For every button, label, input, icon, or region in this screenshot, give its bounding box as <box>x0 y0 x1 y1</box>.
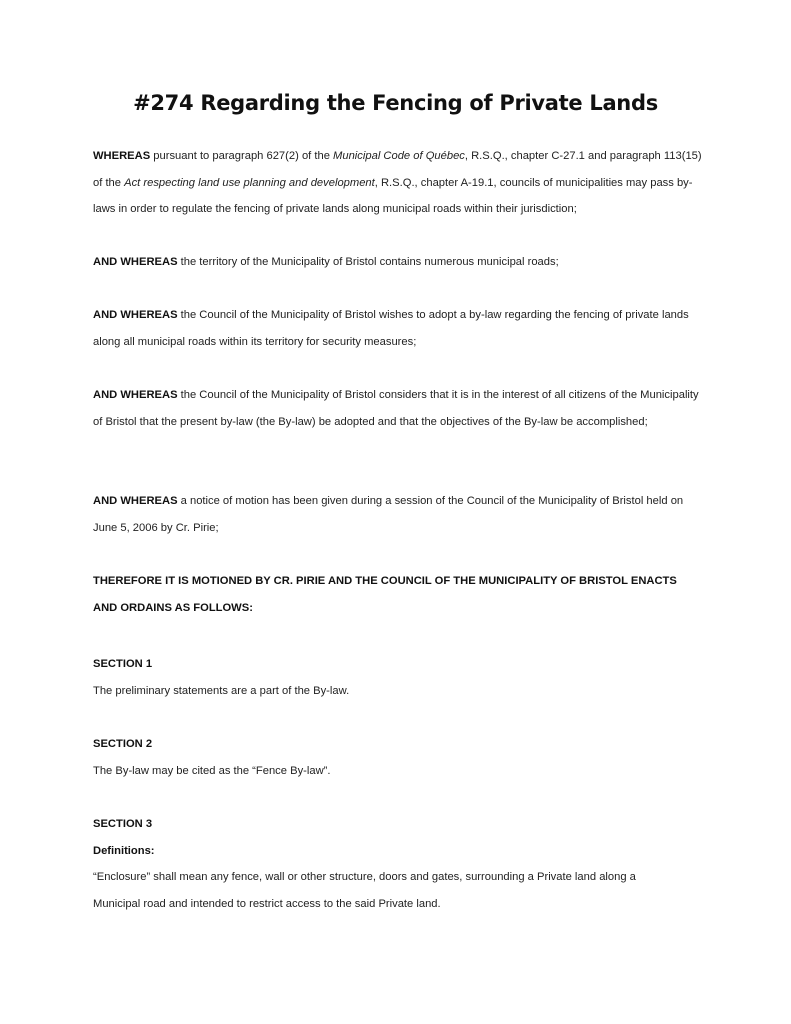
section-2-text: The By-law may be cited as the “Fence By-law”. <box>93 765 331 777</box>
section-1-heading: SECTION 1 <box>93 658 153 670</box>
whereas-text: a notice of motion has been given during a session of the Council of the Municipality of Bristol held on June 5, 2006 by Cr. Pirie; <box>93 495 684 534</box>
section-3-heading: SECTION 3 <box>93 818 153 830</box>
whereas-lead: AND WHEREAS <box>93 309 178 321</box>
whereas-text: , R.S.Q., chapter A-19.1, councils of municipalities may pass by-laws in order to regulate the fencing of private lands along municipal roads within their jurisdiction; <box>93 176 693 215</box>
whereas-lead: WHEREAS <box>93 150 151 162</box>
whereas-text: pursuant to paragraph 627(2) of the <box>150 150 334 162</box>
whereas-paragraph-5 <box>93 488 703 541</box>
whereas-lead: AND WHEREAS <box>93 389 178 401</box>
section-3-definition-enclosure: “Enclosure” shall mean any fence, wall or other structure, doors and gates, surrounding a Private land along a Municipal road and intended to restrict access to the said Private land. <box>93 871 636 910</box>
whereas-text: the territory of the Municipality of Bristol contains numerous municipal roads; <box>177 256 559 268</box>
whereas-paragraph-1 <box>93 143 703 223</box>
citation-municipal-code: Municipal Code of Québec <box>333 150 465 162</box>
section-1-text: The preliminary statements are a part of the By-law. <box>93 685 350 697</box>
whereas-text: , R.S.Q., chapter C-27.1 and paragraph 113(15) of the <box>93 150 702 189</box>
whereas-lead: AND WHEREAS <box>93 495 178 507</box>
whereas-text: the Council of the Municipality of Bristol wishes to adopt a by-law regarding the fencing of private lands along all municipal roads within its territory for security measures; <box>93 309 689 348</box>
citation-land-use-act: Act respecting land use planning and development <box>124 176 375 189</box>
therefore-statement: THEREFORE IT IS MOTIONED BY CR. PIRIE AND THE COUNCIL OF THE MUNICIPALITY OF BRISTOL ENACTS AND ORDAINS AS FOLLOWS: <box>93 575 677 614</box>
whereas-paragraph-4 <box>93 382 703 435</box>
whereas-lead: AND WHEREAS <box>93 256 178 268</box>
definitions-subheading: Definitions: <box>93 845 155 857</box>
page-title: #274 Regarding the Fencing of Private Lands <box>133 91 658 115</box>
whereas-paragraph-3 <box>93 302 703 355</box>
whereas-paragraph-2 <box>93 249 703 276</box>
section-2-heading: SECTION 2 <box>93 738 153 750</box>
whereas-text: the Council of the Municipality of Bristol considers that it is in the interest of all citizens of the Municipality of Bristol that the present by-law (the By-law) be adopted and that the objectives of the By-law be accomplished; <box>93 389 699 428</box>
